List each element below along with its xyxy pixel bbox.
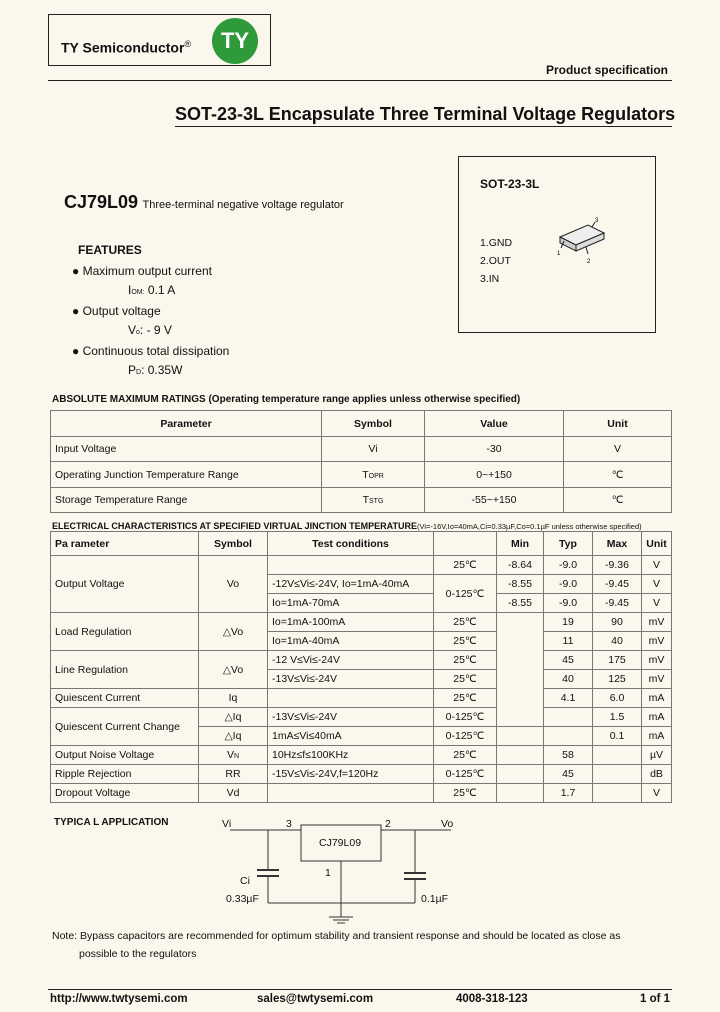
note-line-2: possible to the regulators [79,948,197,960]
feature-item: ● Maximum output current [72,264,212,278]
feature-value: PD: 0.35W [128,363,183,377]
col-parameter: Parameter [51,411,322,437]
doc-type: Product specification [545,63,668,77]
features-heading: FEATURES [78,243,142,257]
footer-phone: 4008-318-123 [456,993,528,1005]
application-circuit-diagram [215,815,475,925]
pin3-label: 3 [286,818,292,830]
pkg-pin-2-label: 2 [587,259,591,265]
col-value: Value [425,411,564,437]
table-header-row: Pa rameter Symbol Test conditions Min Typ Max Unit [51,532,672,556]
company-name: TY Semiconductor® [61,39,192,56]
feature-item: ● Output voltage [72,304,161,318]
table-row: Input Voltage Vi -30 V [51,437,672,462]
table-header-row [51,411,672,437]
table-row: Ripple Rejection RR -15V≤Vi≤-24V,f=120Hz 0-125℃ 45 dB [51,765,672,784]
feature-value: IOM: 0.1 A [128,283,176,297]
table-row: Line Regulation △Vo -12 V≤Vi≤-24V 25℃ 45 175 mV [51,651,672,670]
pin-3: 3.IN [480,273,500,285]
table-row: Quiescent Current Iq 25℃ 4.1 6.0 mA [51,689,672,708]
table-row: Io=1mA-70mA -8.55 -9.0 -9.45 V [51,594,672,613]
header-rule [48,80,672,81]
col-unit: Unit [564,411,672,437]
pin-1: 1.GND [480,237,513,249]
table-row: -13V≤Vi≤-24V 25℃ 40 125 mV [51,670,672,689]
sot23-package-icon [554,213,614,269]
ci-label: Ci [240,875,250,887]
pin2-label: 2 [385,818,391,830]
table-row: Output Voltage Vo 25℃ -8.64 -9.0 -9.36 V [51,556,672,575]
table-row: △Iq 1mA≤Vi≤40mA 0-125℃ 0.1 mA [51,727,672,746]
footer-rule [48,989,672,990]
footer-email[interactable]: sales@twtysemi.com [257,993,374,1005]
vi-label: Vi [222,818,232,830]
co-value: 0.1µF [421,893,449,905]
chip-label: CJ79L09 [319,837,362,849]
package-box [458,156,656,333]
abs-max-title: ABSOLUTE MAXIMUM RATINGS (Operating temperature range applies unless otherwise specified) [52,394,521,405]
feature-item: ● Continuous total dissipation [72,344,230,358]
features-list [72,262,229,382]
table-row: Storage Temperature Range TSTG -55~+150 ℃ [51,488,672,513]
package-name: SOT-23-3L [480,177,540,191]
elec-table [50,531,672,803]
vo-label: Vo [441,818,454,830]
table-row: Output Noise Voltage VN 10Hz≤f≤100KHz 25℃ 58 µV [51,746,672,765]
table-row: Dropout Voltage Vd 25℃ 1.7 V [51,784,672,803]
note-line-1: Note: Bypass capacitors are recommended for optimum stability and transient response and should be located as close as [52,930,621,942]
pin-2: 2.OUT [480,255,511,267]
table-row: Operating Junction Temperature Range TOPR 0~+150 ℃ [51,462,672,488]
pkg-pin-1-label: 1 [557,251,561,257]
part-heading [64,192,344,213]
pin1-label: 1 [325,867,331,879]
ci-value: 0.33µF [226,893,259,905]
table-row: -12V≤Vi≤-24V, Io=1mA-40mA 0-125℃ -8.55 -9.0 -9.45 V [51,575,672,594]
feature-value: Vo: - 9 V [128,323,172,337]
footer-page-number: 1 of 1 [640,993,671,1005]
ty-logo: TY [212,18,258,64]
pin-list [480,234,512,288]
title-rule [175,126,672,127]
elec-conditions: (Vi=-16V,Io=40mA,Ci=0.33µF,Co=0.1µF unless otherwise specified) [417,522,642,531]
part-number: CJ79L09 [64,192,139,212]
application-title: TYPICA L APPLICATION [54,817,169,828]
footer-url[interactable]: http://www.twtysemi.com [50,993,188,1005]
company-logo-box [48,14,271,66]
elec-title: ELECTRICAL CHARACTERISTICS AT SPECIFIED VIRTUAL JINCTION TEMPERATURE(Vi=-16V,Io=40mA,Ci=0.33µF,Co=0.1µF unless otherwise specified) [52,521,642,531]
part-description: Three-terminal negative voltage regulator [142,199,344,211]
table-row: Io=1mA-40mA 25℃ 11 40 mV [51,632,672,651]
table-row: Load Regulation △Vo Io=1mA-100mA 25℃ 19 90 mV [51,613,672,632]
page-title: SOT-23-3L Encapsulate Three Terminal Voltage Regulators [175,104,676,124]
table-row: Quiescent Current Change △Iq -13V≤Vi≤-24V 0-125℃ 1.5 mA [51,708,672,727]
pkg-pin-3-label: 3 [595,218,599,224]
col-symbol: Symbol [322,411,425,437]
abs-max-table [50,410,672,513]
